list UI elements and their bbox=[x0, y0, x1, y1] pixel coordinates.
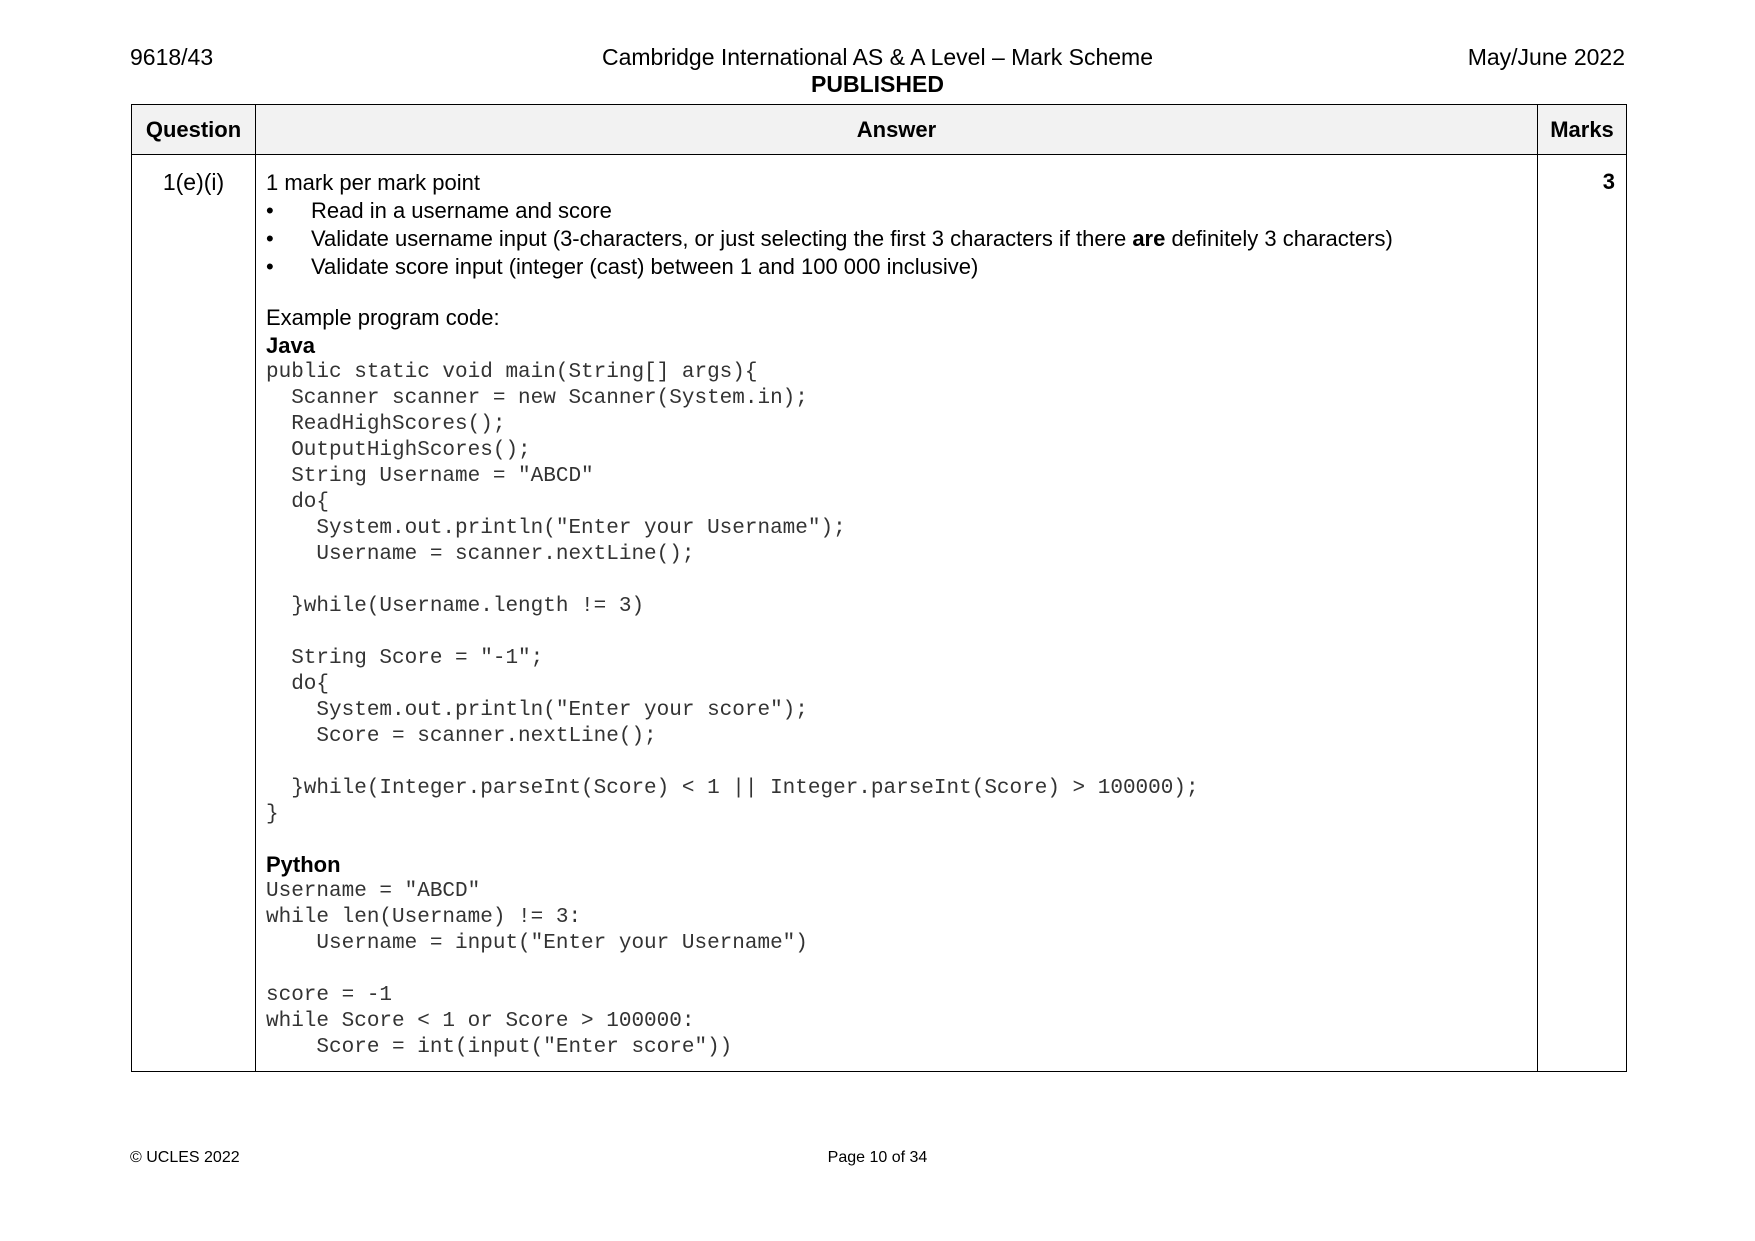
question-number: 1(e)(i) bbox=[132, 155, 256, 1072]
list-item: • Validate score input (integer (cast) between 1 and 100 000 inclusive) bbox=[266, 253, 1527, 281]
document-title: Cambridge International AS & A Level – Mark Scheme bbox=[601, 44, 1154, 70]
mark-points-list bbox=[266, 197, 1527, 281]
example-code-label: Example program code: bbox=[266, 305, 500, 330]
paper-code: 9618/43 bbox=[130, 44, 214, 70]
java-code-block: public static void main(String[] args){ Scanner scanner = new Scanner(System.in); ReadHighScores(); OutputHighScores(); String Username = "ABCD" do{ System.out.println("Enter your Username"); Username = scanner.nextLine(); }while(Username.length != 3) String Score = "-1"; do{ System.out.println("Enter your score"); Score = scanner.nextLine(); }while(Integer.parseInt(Score) < 1 || Integer.parseInt(Score) > 100000); } bbox=[266, 361, 1199, 826]
python-heading: Python bbox=[266, 852, 341, 877]
copyright-notice: © UCLES 2022 bbox=[130, 1149, 240, 1166]
column-header-marks: Marks bbox=[1538, 105, 1627, 155]
list-item-text: Validate username input (3-characters, or just selecting the first 3 characters if there bbox=[311, 226, 1133, 251]
table-row bbox=[132, 155, 1627, 1072]
answer-cell bbox=[256, 155, 1538, 1072]
list-item-text: definitely 3 characters) bbox=[1165, 226, 1393, 251]
mark-scheme-table bbox=[131, 104, 1627, 1072]
column-header-question: Question bbox=[132, 105, 256, 155]
emphasis-text: are bbox=[1132, 226, 1166, 251]
column-header-answer: Answer bbox=[256, 105, 1538, 155]
java-heading: Java bbox=[266, 333, 315, 358]
list-item: • Read in a username and score bbox=[266, 197, 1527, 225]
exam-session: May/June 2022 bbox=[1467, 44, 1625, 70]
python-code-block: Username = "ABCD" while len(Username) != 3: Username = input("Enter your Username") score = -1 while Score < 1 or Score > 100000: Score = int(input("Enter score")) bbox=[266, 880, 808, 1059]
table-header-row bbox=[132, 105, 1627, 155]
list-item bbox=[266, 225, 1527, 253]
mark-point-intro: 1 mark per mark point bbox=[266, 170, 480, 195]
page-number: Page 10 of 34 bbox=[827, 1149, 928, 1166]
marks-value: 3 bbox=[1538, 155, 1627, 1072]
published-label: PUBLISHED bbox=[811, 71, 944, 97]
